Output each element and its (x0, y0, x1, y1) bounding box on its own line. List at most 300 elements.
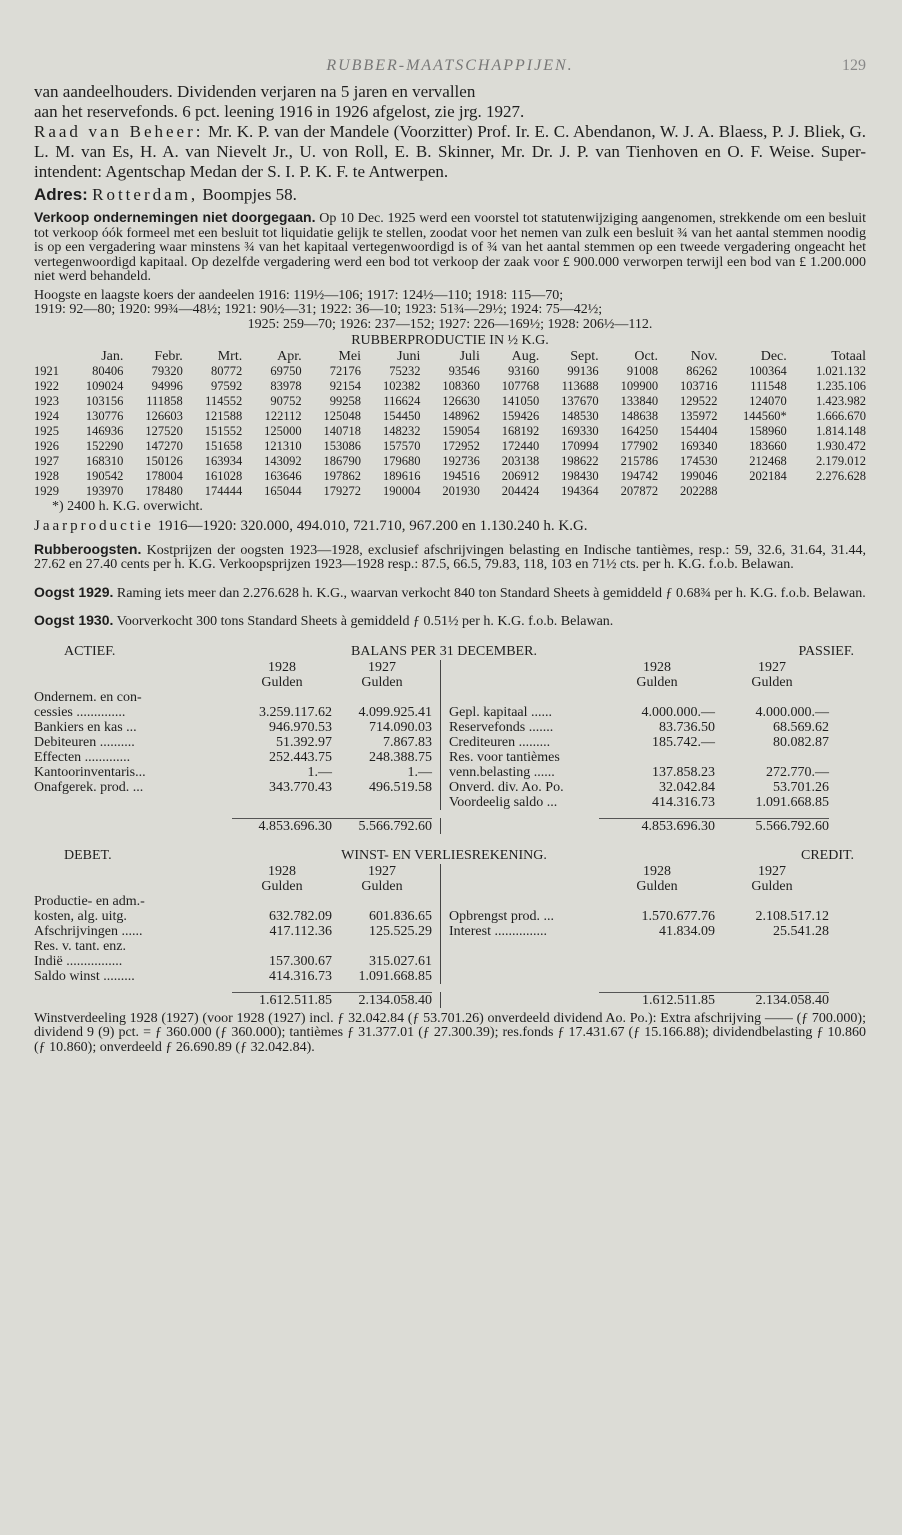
left-value-2: 248.388.75 (369, 749, 432, 765)
winst-year-row (34, 864, 866, 879)
right-value-2: 4.000.000.— (755, 704, 829, 720)
value-cell: 91008 (626, 363, 659, 378)
raad-van-beheer (34, 122, 866, 182)
balance-unit-1-left: Gulden (261, 674, 303, 690)
value-cell: 165044 (264, 483, 302, 498)
value-cell: 157570 (382, 438, 421, 453)
value-cell: 79320 (151, 363, 183, 378)
koers-block (34, 289, 866, 333)
value-cell: 194364 (561, 483, 599, 498)
oogst-1929-paragraph (34, 585, 866, 602)
winst-total-2-right: 2.134.058.40 (715, 992, 829, 1008)
winst-unit-1-left: Gulden (261, 878, 303, 894)
value-cell: 90752 (270, 393, 302, 408)
left-value-1 (232, 939, 332, 954)
ledger-row (34, 705, 866, 720)
right-label: venn.belasting ...... (449, 764, 555, 780)
left-label: Afschrijvingen ...... (34, 923, 143, 939)
value-cell: 1.235.106 (816, 378, 866, 393)
balance-unit-row (34, 675, 866, 690)
left-value-1 (232, 795, 332, 810)
right-value-1 (599, 690, 715, 705)
winst-total-2-left: 2.134.058.40 (332, 992, 432, 1008)
left-value-2: 125.525.29 (369, 923, 432, 939)
balance-total-1-right: 4.853.696.30 (599, 818, 715, 834)
balance-total-2-left: 5.566.792.60 (332, 818, 432, 834)
column-divider (432, 720, 441, 735)
value-cell: 86262 (686, 363, 718, 378)
year-cell: 1924 (34, 408, 59, 423)
value-cell: 158960 (749, 423, 787, 438)
left-label: Debiteuren .......... (34, 734, 135, 750)
balance-title-row (34, 644, 866, 660)
left-label (34, 795, 232, 810)
right-label: Voordeelig saldo ... (449, 794, 558, 810)
value-cell: 122112 (264, 408, 302, 423)
year-cell: 1922 (34, 378, 59, 393)
value-cell: 177902 (620, 438, 659, 453)
production-title: RUBBERPRODUCTIE IN ½ K.G. (351, 333, 549, 348)
value-cell: 127520 (145, 423, 183, 438)
value-cell: 215786 (620, 453, 659, 468)
column-divider (432, 894, 441, 909)
value-cell: 179680 (382, 453, 421, 468)
actief-heading: ACTIEF. (64, 643, 116, 659)
left-value-1 (232, 690, 332, 705)
right-value-2: 68.569.62 (773, 719, 829, 735)
left-value-2: 601.836.65 (369, 908, 432, 924)
value-cell: 1.021.132 (816, 363, 866, 378)
balance-total-row (34, 818, 866, 834)
left-value-1: 414.316.73 (269, 968, 332, 984)
value-cell: 194516 (442, 468, 480, 483)
koers-line-1: Hoogste en laagste koers der aandeelen 1916: 119½—106; 1917: 124½—110; 1918: 115—70; (34, 287, 564, 303)
column-divider (432, 954, 441, 969)
value-cell: 151658 (204, 438, 243, 453)
value-cell: 169330 (561, 423, 599, 438)
left-value-2 (332, 939, 432, 954)
intro-line-2: aan het reservefonds. 6 pct. leening 1916 in 1926 afgelost, zie jrg. 1927. (34, 102, 525, 121)
value-cell: 72176 (329, 363, 362, 378)
month-header: Oct. (634, 348, 659, 364)
ledger-row (34, 795, 866, 810)
ledger-row (34, 765, 866, 780)
month-header: Nov. (690, 348, 718, 364)
left-value-2 (332, 690, 432, 705)
month-header: Juni (397, 348, 421, 364)
value-cell: 147270 (145, 438, 183, 453)
month-header: Juli (459, 348, 480, 364)
value-cell: 125000 (264, 423, 302, 438)
year-cell: 1926 (34, 438, 59, 453)
right-value-1: 414.316.73 (652, 794, 715, 810)
oogst-1930-paragraph (34, 613, 866, 630)
value-cell: 197862 (323, 468, 362, 483)
year-cell: 1921 (34, 363, 59, 378)
koers-line-2: 1919: 92—80; 1920: 99¾—48½; 1921: 90½—31; 1922: 36—10; 1923: 51¾—29½; 1924: 75—42½; (34, 302, 603, 317)
value-cell: 148638 (620, 408, 659, 423)
table-row (34, 409, 866, 424)
oogst-1930-label: Oogst 1930. (34, 612, 114, 628)
ledger-row (34, 720, 866, 735)
month-header: Sept. (570, 348, 599, 364)
right-value-1 (599, 750, 715, 765)
left-value-1: 252.443.75 (269, 749, 332, 765)
value-cell: 99136 (567, 363, 599, 378)
table-row (34, 424, 866, 439)
winst-year-1-left: 1928 (268, 863, 296, 879)
value-cell: 121588 (204, 408, 243, 423)
left-value-1: 1.— (307, 764, 332, 780)
value-cell: 190004 (382, 483, 421, 498)
left-label: Bankiers en kas ... (34, 719, 137, 735)
balance-total-2-right: 5.566.792.60 (715, 818, 829, 834)
production-body (34, 364, 866, 499)
column-divider (432, 765, 441, 780)
value-cell: 1.930.472 (816, 438, 866, 453)
value-cell: 144560* (743, 408, 787, 423)
value-cell: 202184 (749, 468, 787, 483)
value-cell: 124070 (749, 393, 787, 408)
value-cell: 69750 (270, 363, 302, 378)
right-value-2: 2.108.517.12 (755, 908, 829, 924)
value-cell: 190542 (85, 468, 124, 483)
value-cell: 151552 (204, 423, 243, 438)
winst-total-1-right: 1.612.511.85 (599, 992, 715, 1008)
balance-year-1-right: 1928 (643, 659, 671, 675)
value-cell: 204424 (501, 483, 540, 498)
value-cell: 161028 (204, 468, 243, 483)
value-cell (717, 484, 786, 499)
production-footnote: *) 2400 h. K.G. overwicht. (52, 498, 203, 514)
winst-rows (34, 894, 866, 984)
value-cell: 83978 (270, 378, 302, 393)
value-cell: 194742 (620, 468, 659, 483)
left-value-2: 496.519.58 (369, 779, 432, 795)
month-header: Mrt. (217, 348, 243, 364)
value-cell: 1.814.148 (816, 423, 866, 438)
value-cell: 143092 (264, 453, 302, 468)
right-value-2 (715, 939, 829, 954)
value-cell: 163934 (204, 453, 243, 468)
value-cell: 93160 (508, 363, 540, 378)
oogst-1929-text: Raming iets meer dan 2.276.628 h. K.G., waarvan verkocht 840 ton Standard Sheets à gemiddeld ƒ 0.68¾ per h. K.G. f.o.b. Belawan. (116, 585, 866, 601)
year-cell: 1928 (34, 468, 59, 483)
value-cell: 179272 (323, 483, 362, 498)
production-table (34, 349, 866, 499)
right-value-2 (715, 690, 829, 705)
profit-loss-account (34, 848, 866, 1008)
table-row (34, 394, 866, 409)
value-cell: 148232 (382, 423, 421, 438)
verkoop-paragraph (34, 210, 866, 285)
left-label: Res. v. tant. enz. (34, 938, 127, 954)
page-number: 129 (842, 57, 866, 74)
winst-unit-2-left: Gulden (361, 878, 403, 894)
oogst-1929-label: Oogst 1929. (34, 583, 114, 600)
value-cell: 202288 (679, 483, 718, 498)
ledger-row (34, 909, 866, 924)
verkoop-text: Op 10 Dec. 1925 werd een voorstel tot statutenwijziging aangenomen, strekkende om een besluit tot verkoop óók formeel met een besluit tot liquidatie gelijk te stellen, zoodat voor het nemen van zulk een besluit ¾ van het aantal stemmen noodig is op een vergadering waar minstens ¾ van het kapitaal vertegenwoordigd is of ¾ van het aantal stemmen op een tweede vergadering ongeacht het vertegenwoordigd kapitaal. Op dezelfde vergadering werd een bod tot verkoop der zaak voor £ 900.000 verworpen terwijl een bod van £ 1.200.000 niet werd behandeld. (34, 211, 866, 284)
value-cell: 186790 (323, 453, 362, 468)
winst-title-row (34, 848, 866, 864)
production-header-row (34, 349, 866, 364)
jaarproductie-text: 1916—1920: 320.000, 494.010, 721.710, 967.200 en 1.130.240 h. K.G. (157, 517, 588, 534)
column-divider (432, 780, 441, 795)
value-cell: 198430 (561, 468, 599, 483)
value-cell: 153086 (323, 438, 362, 453)
value-cell: 1.423.982 (816, 393, 866, 408)
value-cell: 199046 (679, 468, 718, 483)
right-value-1 (599, 954, 715, 969)
left-label: Indië ................ (34, 953, 123, 969)
value-cell: 100364 (749, 363, 787, 378)
right-value-1: 137.858.23 (652, 764, 715, 780)
balance-total-1-left: 4.853.696.30 (232, 818, 332, 834)
value-cell: 172952 (442, 438, 480, 453)
value-cell: 206912 (501, 468, 540, 483)
year-cell: 1929 (34, 483, 59, 498)
ledger-row (34, 780, 866, 795)
right-value-2: 272.770.— (766, 764, 829, 780)
right-value-2: 1.091.668.85 (755, 794, 829, 810)
value-cell: 75232 (389, 363, 421, 378)
left-value-1: 3.259.117.62 (259, 704, 332, 720)
right-value-2: 80.082.87 (773, 734, 829, 750)
value-cell: 203138 (501, 453, 540, 468)
balance-sheet (34, 644, 866, 834)
right-label: Gepl. kapitaal ...... (449, 704, 553, 720)
table-row (34, 379, 866, 394)
winst-year-2-right: 1927 (758, 863, 786, 879)
passief-heading: PASSIEF. (798, 643, 854, 659)
right-value-1 (599, 894, 715, 909)
value-cell: 172440 (501, 438, 540, 453)
value-cell: 133840 (620, 393, 659, 408)
value-cell: 159426 (501, 408, 540, 423)
value-cell: 169340 (679, 438, 718, 453)
right-value-1 (599, 939, 715, 954)
right-label (449, 969, 599, 984)
oogst-1930-text: Voorverkocht 300 tons Standard Sheets à gemiddeld ƒ 0.51½ per h. K.G. f.o.b. Belawan. (116, 614, 614, 629)
value-cell: 207872 (620, 483, 659, 498)
left-label: Effecten ............. (34, 749, 131, 765)
raad-text: Mr. K. P. van der Mandele (Voorzitter) Prof. Ir. E. C. Abendanon, W. J. A. Blaess, P. J. Bliek, G. L. M. van Es, H. A. van Nievelt Jr., U. von Roll, E. B. Skinner, Mr. Dr. J. P. van Tienhoven en O. F. Weise. Super-intendent: Agentschap Medan der S. I. P. K. F. te Antwerpen. (34, 122, 866, 181)
balance-year-2-left: 1927 (368, 659, 396, 675)
right-label: Opbrengst prod. ... (449, 908, 554, 924)
value-cell: 103716 (679, 378, 718, 393)
value-cell: 152290 (85, 438, 124, 453)
value-cell: 192736 (442, 453, 480, 468)
value-cell: 111858 (146, 393, 183, 408)
table-row (34, 484, 866, 499)
value-cell: 114552 (205, 393, 243, 408)
year-cell: 1927 (34, 453, 59, 468)
left-value-2: 4.099.925.41 (358, 704, 432, 720)
balance-year-row (34, 660, 866, 675)
left-label: kosten, alg. uitg. (34, 908, 127, 924)
value-cell: 164250 (620, 423, 659, 438)
value-cell: 109024 (85, 378, 124, 393)
column-divider (432, 735, 441, 750)
right-label (449, 894, 599, 909)
left-value-1: 157.300.67 (269, 953, 332, 969)
column-divider (432, 969, 441, 984)
left-label: Kantoorinventaris... (34, 764, 146, 780)
running-title: RUBBER-MAATSCHAPPIJEN. (326, 57, 574, 74)
value-cell: 198622 (561, 453, 599, 468)
ledger-row (34, 954, 866, 969)
value-cell: 148530 (561, 408, 599, 423)
left-label: Productie- en adm.- (34, 893, 145, 909)
raad-label: Raad van Beheer: (34, 122, 204, 141)
value-cell: 80772 (210, 363, 243, 378)
year-header (34, 349, 64, 364)
value-cell: 108360 (442, 378, 480, 393)
balance-unit-2-right: Gulden (751, 674, 793, 690)
table-row (34, 439, 866, 454)
ledger-row (34, 750, 866, 765)
ledger-row (34, 939, 866, 954)
column-divider (432, 795, 441, 810)
value-cell: 212468 (749, 453, 787, 468)
value-cell: 201930 (442, 483, 480, 498)
left-label: Onafgerek. prod. ... (34, 779, 144, 795)
winst-unit-1-right: Gulden (636, 878, 678, 894)
value-cell: 121310 (264, 438, 302, 453)
right-label: Crediteuren ......... (449, 734, 551, 750)
column-divider (432, 924, 441, 939)
value-cell: 107768 (501, 378, 540, 393)
column-divider (432, 690, 441, 705)
year-cell: 1923 (34, 393, 59, 408)
right-label (449, 939, 599, 954)
right-value-1: 32.042.84 (659, 779, 715, 795)
value-cell: 159054 (442, 423, 480, 438)
value-cell: 135972 (679, 408, 718, 423)
value-cell: 2.276.628 (816, 468, 866, 483)
value-cell: 146936 (85, 423, 124, 438)
page-header (34, 50, 866, 80)
month-header: Aug. (511, 348, 540, 364)
value-cell: 99258 (329, 393, 362, 408)
winst-total-1-left: 1.612.511.85 (232, 992, 332, 1008)
right-value-1: 1.570.677.76 (641, 908, 715, 924)
ledger-row (34, 969, 866, 984)
value-cell: 193970 (85, 483, 124, 498)
winst-title: WINST- EN VERLIESREKENING. (341, 847, 547, 863)
value-cell: 150126 (145, 453, 183, 468)
jaarproductie (34, 516, 866, 536)
winstverdeeling-paragraph: Winstverdeeling 1928 (1927) (voor 1928 (1927) incl. ƒ 32.042.84 (ƒ 53.701.26) onverdeeld dividend Ao. Po.): Extra afschrijving —— (ƒ 700.000); dividend 9 (9) pct. = ƒ 360.000 (ƒ 360.000); tantièmes ƒ 31.377.01 (ƒ 27.300.39); res.fonds ƒ 17.431.67 (ƒ 15.166.88); dividendbelasting ƒ 10.860 (ƒ 10.860); onverdeeld ƒ 26.690.89 (ƒ 32.042.84). (34, 1010, 866, 1055)
value-cell: 174530 (679, 453, 718, 468)
adres-street: Boompjes 58. (202, 185, 297, 204)
balance-rows (34, 690, 866, 810)
balance-unit-2-left: Gulden (361, 674, 403, 690)
winst-year-2-left: 1927 (368, 863, 396, 879)
year-cell: 1925 (34, 423, 59, 438)
right-value-1: 41.834.09 (659, 923, 715, 939)
right-value-1: 83.736.50 (659, 719, 715, 735)
value-cell: 92154 (329, 378, 362, 393)
ledger-row (34, 735, 866, 750)
rubberoogsten-text: Kostprijzen der oogsten 1923—1928, exclusief afschrijvingen belasting en Indische tantièmes, resp.: 59, 32.6, 31.64, 31.44, 27.62 en 27.40 cents per h. K.G. Verkoopsprijzen 1923—1928 resp.: 87.5, 66.5, 79.83, 118, 103 en 71½ cts. per h. K.G. f.o.b. Belawan. (34, 542, 867, 572)
ledger-row (34, 690, 866, 705)
value-cell: 137670 (561, 393, 599, 408)
left-value-1: 946.970.53 (269, 719, 332, 735)
value-cell: 126603 (145, 408, 183, 423)
value-cell: 154450 (382, 408, 421, 423)
value-cell: 148962 (442, 408, 480, 423)
value-cell: 126630 (442, 393, 480, 408)
credit-heading: CREDIT. (800, 847, 854, 863)
winst-total-row (34, 992, 866, 1008)
left-label: Ondernem. en con- (34, 689, 142, 705)
month-header: Mei (338, 348, 362, 364)
left-value-2: 714.090.03 (369, 719, 432, 735)
table-row (34, 454, 866, 469)
ledger-row (34, 924, 866, 939)
right-value-1: 185.742.— (652, 734, 715, 750)
right-value-2: 53.701.26 (773, 779, 829, 795)
left-value-1: 51.392.97 (276, 734, 332, 750)
table-row (34, 469, 866, 484)
right-value-1: 4.000.000.— (641, 704, 715, 720)
value-cell: 163646 (264, 468, 302, 483)
month-header: Totaal (831, 348, 866, 364)
winst-unit-row (34, 879, 866, 894)
month-header: Febr. (154, 348, 183, 364)
balance-unit-1-right: Gulden (636, 674, 678, 690)
left-value-1: 343.770.43 (269, 779, 332, 795)
debet-heading: DEBET. (64, 847, 112, 863)
right-label (449, 690, 599, 705)
value-cell: 113688 (561, 378, 599, 393)
balance-title: BALANS PER 31 DECEMBER. (351, 643, 537, 659)
value-cell: 116624 (383, 393, 421, 408)
value-cell: 111548 (750, 378, 787, 393)
rubberoogsten-paragraph (34, 542, 866, 573)
value-cell: 130776 (85, 408, 124, 423)
winst-year-1-right: 1928 (643, 863, 671, 879)
left-value-1 (232, 894, 332, 909)
right-value-1 (599, 969, 715, 984)
value-cell: 109900 (620, 378, 659, 393)
value-cell: 168310 (85, 453, 124, 468)
ledger-row (34, 894, 866, 909)
value-cell: 168192 (501, 423, 540, 438)
left-value-2: 315.027.61 (369, 953, 432, 969)
value-cell: 154404 (679, 423, 718, 438)
left-label: Saldo winst ......... (34, 968, 135, 984)
column-divider (432, 705, 441, 720)
right-value-2 (715, 894, 829, 909)
winst-unit-2-right: Gulden (751, 878, 793, 894)
right-label: Res. voor tantièmes (449, 749, 560, 765)
month-header: Apr. (277, 348, 302, 364)
intro-line-1: van aandeelhouders. Dividenden verjaren na 5 jaren en vervallen (34, 82, 476, 101)
value-cell: 93546 (448, 363, 480, 378)
value-cell: 2.179.012 (816, 453, 866, 468)
value-cell: 178480 (145, 483, 183, 498)
column-divider (432, 750, 441, 765)
right-label (449, 954, 599, 969)
left-value-1: 417.112.36 (269, 923, 332, 939)
left-value-1: 632.782.09 (269, 908, 332, 924)
balance-year-2-right: 1927 (758, 659, 786, 675)
value-cell: 94996 (151, 378, 183, 393)
value-cell: 174444 (204, 483, 243, 498)
